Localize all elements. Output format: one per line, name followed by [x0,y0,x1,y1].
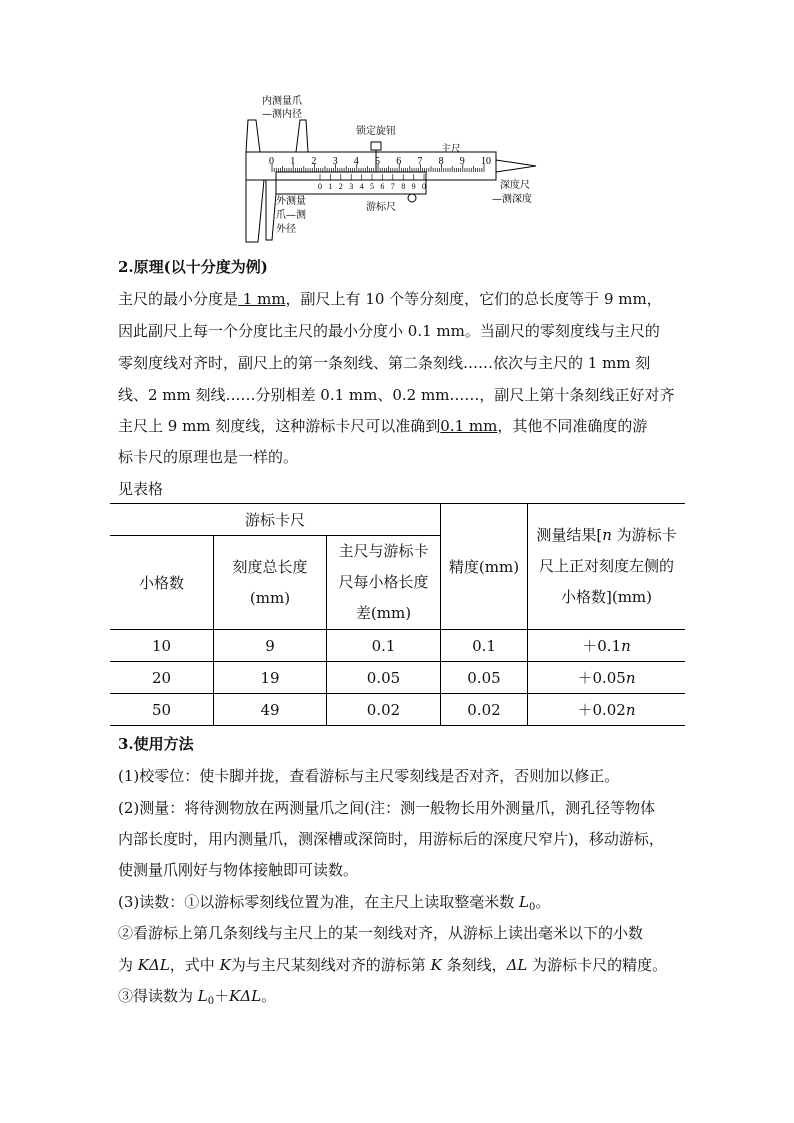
vernier-caliper-diagram [236,92,556,252]
s3c-4: 条刻线， [441,956,507,974]
table-row [110,630,685,662]
vernier-number: 6 [380,182,385,191]
sec3-step-2a: (2)测量：将待测物放在两测量爪之间(注：测一般物长用外测量爪，测孔径等物体 [118,799,656,817]
outer-jaw-moving [266,180,276,240]
s3c-dl: ΔL [149,956,170,974]
label-depth-2: —测深度 [492,194,532,205]
s3c-2: ，式中 [169,956,220,974]
s3a-end: 。 [535,893,551,911]
th-diff-1: 主尺与游标卡 [338,542,429,560]
s3c-k3: K [430,956,442,974]
th-diff-3: 差(mm) [355,604,412,622]
section-3-heading: 3.使用方法 [118,735,194,753]
main-scale-number: 9 [459,156,465,167]
cell-count: 50 [110,694,214,726]
s3c-3: 为与主尺某刻线对齐的游标第 [230,956,431,974]
sec3-step-3a [118,891,550,913]
see-table-label: 见表格 [118,480,164,498]
th-diff [327,536,441,630]
th-result-3: 小格数](mm) [560,588,652,606]
cell-result [528,630,686,662]
main-scale-number: 5 [375,156,380,167]
depth-rod [496,160,536,172]
cell-result-val: ＋0.1 [582,637,622,655]
th-result-1n: n [602,526,612,544]
sec2-line-6: 标卡尺的原理也是一样的。 [118,448,299,466]
vernier-number: 4 [359,182,364,191]
label-outer-jaw-3: 外径 [276,224,296,235]
section-2-heading: 2.原理(以十分度为例) [118,258,268,276]
sec2-p1-a: 主尺的最小分度是 [118,290,239,308]
cell-diff: 0.1 [327,630,441,662]
main-scale-number: 6 [396,156,402,167]
inner-jaw-fixed [246,120,260,152]
label-main-scale: 主尺 [441,144,461,155]
s3c-k: K [137,956,149,974]
s3a-var: L [519,893,529,911]
vernier-table [110,503,685,726]
main-scale-number: 2 [311,156,317,167]
label-depth-1: 深度尺 [500,180,530,191]
cell-total: 49 [214,694,327,726]
th-diff-2: 尺每小格长度 [338,573,429,591]
th-total-1: 刻度总长度 [232,557,308,576]
cell-result [528,694,686,726]
s3a-sub: 0 [529,902,536,913]
s3d-sub: 0 [207,996,215,1007]
cell-diff: 0.02 [327,694,441,726]
s3d-1: ③得读数为 [118,987,198,1005]
th-result [528,504,686,630]
cell-result-val: ＋0.02 [577,701,626,719]
s3c-k2: K [219,956,231,974]
sec3-step-1: (1)校零位：使卡脚并拢，查看游标与主尺零刻线是否对齐，否则加以修正。 [118,767,620,785]
outer-jaw-fixed [246,180,264,242]
s3d-dl: ΔL [240,987,262,1005]
s3c-dl2: ΔL [506,956,528,974]
cell-total: 9 [214,630,327,662]
s3d-l: L [197,987,208,1005]
main-scale-number: 1 [290,156,296,167]
vernier-number: 9 [411,182,416,191]
main-scale-number: 3 [332,156,338,167]
sec2-p5-a: 主尺上 9 mm 刻度线，这种游标卡尺可以准确到 [118,417,441,435]
sec2-p5-blank: 0.1 mm [440,417,498,435]
sec3-step-2c: 使测量爪刚好与物体接触即可读数。 [118,861,359,879]
cell-total: 19 [214,662,327,694]
s3c-5: 为游标卡尺的精度。 [527,956,668,974]
sec2-line-5 [118,415,647,436]
main-scale-number: 10 [481,156,491,167]
cell-result-var: n [625,701,636,719]
cell-diff: 0.05 [327,662,441,694]
cell-result-var: n [625,669,636,687]
s3d-end: 。 [261,987,277,1005]
vernier-number: 0 [318,182,322,191]
vernier-number: 1 [328,182,333,191]
vernier-thumb [408,194,416,202]
cell-precision: 0.05 [441,662,528,694]
vernier-number: 2 [338,182,343,191]
main-scale-number: 0 [269,156,274,167]
table-row [110,694,685,726]
main-scale-number: 4 [353,156,359,167]
sec2-line-3: 零刻度线对齐时，副尺上的第一条刻线、第二条刻线……依次与主尺的 1 mm 刻 [118,354,651,372]
cell-count: 20 [110,662,214,694]
sec3-step-3c [118,954,667,975]
th-result-1a: 测量结果[ [536,526,603,544]
label-vernier: 游标尺 [366,202,396,213]
s3c-1: 为 [118,956,138,974]
main-beam [246,152,496,180]
th-count: 小格数 [110,536,214,630]
th-result-2: 尺上正对刻度左侧的 [538,557,674,575]
cell-count: 10 [110,630,214,662]
vernier-number: 5 [370,182,374,191]
label-inner-jaw-1: 内测量爪 [262,96,302,107]
label-outer-jaw-2: 爪—测 [276,210,306,221]
label-lock-screw: 锁定旋钮 [356,126,396,137]
sec2-line-2: 因此副尺上每一个分度比主尺的最小分度小 0.1 mm。当副尺的零刻度线与主尺的 [118,322,660,340]
vernier-number: 8 [401,182,406,191]
sec3-step-3b: ②看游标上第几条刻线与主尺上的某一刻线对齐，从游标上读出毫米以下的小数 [118,924,644,942]
main-scale-number: 7 [417,156,423,167]
th-total [214,536,327,630]
sec3-step-2b: 内部长度时，用内测量爪，测深槽或深筒时，用游标后的深度尺窄片)，移动游标， [118,830,664,848]
th-group: 游标卡尺 [110,504,441,536]
th-result-1b: 为游标卡 [611,526,677,544]
cell-result [528,662,686,694]
sec2-p1-blank: 1 mm [238,290,286,308]
label-outer-jaw-1: 外测量 [276,196,306,207]
cell-result-val: ＋0.05 [577,669,626,687]
lock-screw [371,142,381,150]
sec2-p5-b: ，其他不同准确度的游 [497,417,648,435]
sec3-step-3d [118,985,276,1007]
main-scale-number: 8 [438,156,444,167]
cell-precision: 0.1 [441,630,528,662]
sec2-p1-b: ，副尺上有 10 个等分刻度，它们的总长度等于 9 mm， [285,290,662,308]
inner-jaw-moving [296,120,308,152]
sec2-line-1 [118,288,662,309]
s3d-plus: ＋ [214,987,230,1005]
th-total-2: (mm) [249,588,291,607]
label-inner-jaw-2: —测内径 [262,109,302,120]
cell-precision: 0.02 [441,694,528,726]
th-precision: 精度(mm) [441,504,528,630]
s3d-k: K [229,987,241,1005]
s3a-pre: (3)读数：①以游标零刻线位置为准，在主尺上读取整毫米数 [118,893,520,911]
vernier-number: 7 [390,182,395,191]
cell-result-var: n [621,637,631,655]
table-row [110,662,685,694]
vernier-number: 3 [349,182,354,191]
vernier-number: 0 [422,182,426,191]
sec2-line-4: 线、2 mm 刻线……分别相差 0.1 mm、0.2 mm……，副尺上第十条刻线正好对齐 [118,386,675,404]
